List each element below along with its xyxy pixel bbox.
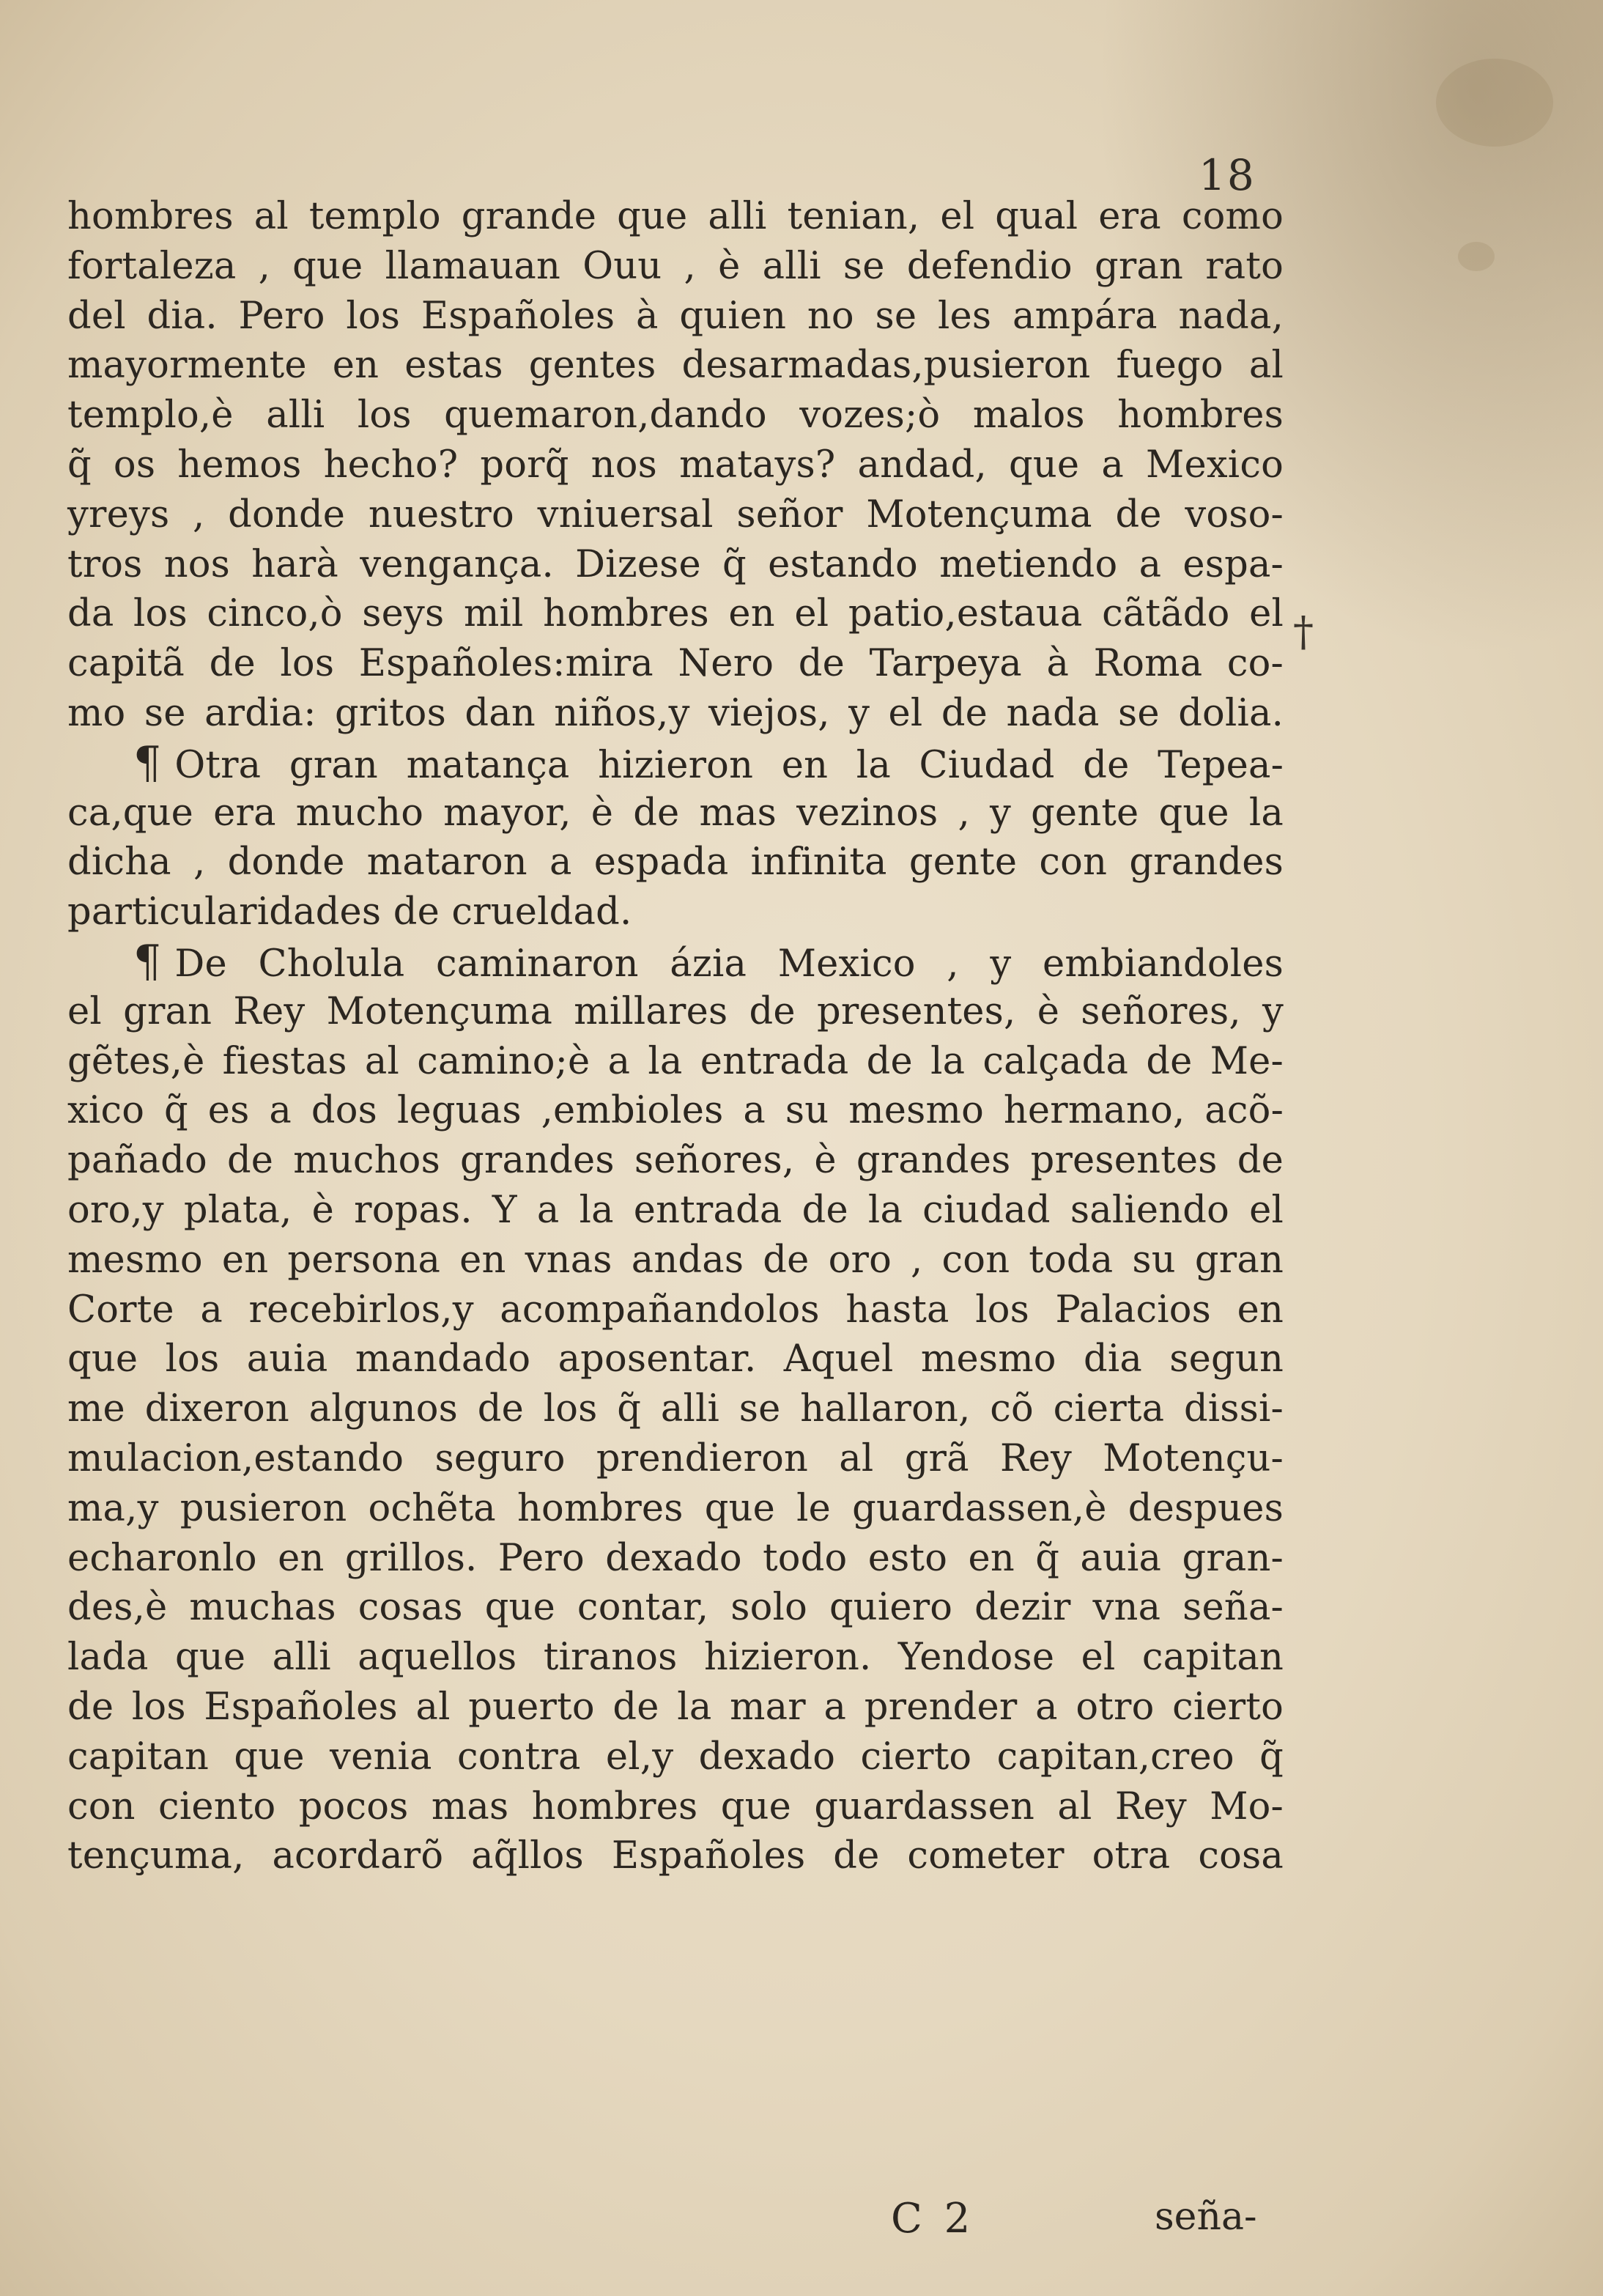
margin-dagger-note: † xyxy=(1293,608,1314,656)
text-line: De Cholula caminaron ázia Mexico , y embiandoles xyxy=(174,942,1284,986)
paper-stain xyxy=(1458,242,1495,271)
text-line: Corte a recebirlos,y acompañandolos hasta los Palacios en xyxy=(67,1288,1284,1332)
text-line: oro,y plata, è ropas. Y a la entrada de la ciudad saliendo el xyxy=(67,1188,1284,1232)
text-line: mesmo en persona en vnas andas de oro , con toda su gran xyxy=(67,1238,1284,1282)
page-number: 18 xyxy=(1199,150,1256,200)
text-line: ca,que era mucho mayor, è de mas vezinos , y gente que la xyxy=(67,791,1284,835)
text-line: fortaleza , que llamauan Ouu , è alli se defendio gran rato xyxy=(67,244,1284,288)
text-line: tros nos harà vengança. Dizese q̃ estando metiendo a espa- xyxy=(67,542,1284,586)
text-line: me dixeron algunos de los q̃ alli se hallaron, cõ cierta dissi- xyxy=(67,1387,1284,1431)
text-line: dicha , donde mataron a espada infinita gente con grandes xyxy=(67,841,1284,885)
signature-mark: C 2 xyxy=(891,2195,975,2243)
paper-stain xyxy=(1436,59,1553,147)
text-line: particularidades de crueldad. xyxy=(67,890,632,934)
paragraph-start-line xyxy=(67,739,1284,789)
text-line: da los cinco,ò seys mil hombres en el patio,estaua cãtãdo el xyxy=(67,592,1284,636)
paragraph-mark-icon: ¶ xyxy=(133,935,162,987)
catchword: seña- xyxy=(1155,2195,1257,2239)
text-line: des,è muchas cosas que contar, solo quiero dezir vna seña- xyxy=(67,1586,1284,1630)
text-line: q̃ os hemos hecho? porq̃ nos matays? andad, que a Mexico xyxy=(67,443,1284,487)
page-footer xyxy=(891,2195,1257,2253)
text-line: Otra gran matança hizieron en la Ciudad de Tepea- xyxy=(174,743,1284,787)
text-line: del dia. Pero los Españoles à quien no se les ampára nada, xyxy=(67,294,1284,338)
text-line: de los Españoles al puerto de la mar a prender a otro cierto xyxy=(67,1685,1284,1729)
text-line: yreys , donde nuestro vniuersal señor Motençuma de voso- xyxy=(67,492,1284,536)
text-line: mayormente en estas gentes desarmadas,pusieron fuego al xyxy=(67,344,1284,388)
text-line: el gran Rey Motençuma millares de presentes, è señores, y xyxy=(67,989,1284,1033)
text-line: ma,y pusieron ochẽta hombres que le guardassen,è despues xyxy=(67,1486,1284,1530)
text-line: que los auia mandado aposentar. Aquel mesmo dia segun xyxy=(67,1337,1284,1381)
text-line: hombres al templo grande que alli tenian, el qual era como xyxy=(67,195,1284,238)
text-line: echaronlo en grillos. Pero dexado todo esto en q̃ auia gran- xyxy=(67,1536,1284,1580)
text-line: capitan que venia contra el,y dexado cierto capitan,creo q̃ xyxy=(67,1735,1284,1779)
text-line: mo se ardia: gritos dan niños,y viejos, y el de nada se dolia. xyxy=(67,691,1284,735)
text-line: lada que alli aquellos tiranos hizieron. Yendose el capitan xyxy=(67,1636,1284,1680)
paragraph-mark-icon: ¶ xyxy=(133,737,162,789)
text-line: con ciento pocos mas hombres que guardassen al Rey Mo- xyxy=(67,1784,1284,1828)
text-line: xico q̃ es a dos leguas ,embioles a su mesmo hermano, acõ- xyxy=(67,1089,1284,1133)
text-line: templo,è alli los quemaron,dando vozes;ò malos hombres xyxy=(67,394,1284,438)
text-line: pañado de muchos grandes señores, è grandes presentes de xyxy=(67,1139,1284,1183)
text-line: tençuma, acordarõ aq̃llos Españoles de cometer otra cosa xyxy=(67,1834,1284,1878)
text-line: mulacion,estando seguro prendieron al grã Rey Motençu- xyxy=(67,1436,1284,1480)
text-line: gẽtes,è fiestas al camino;è a la entrada de la calçada de Me- xyxy=(67,1039,1284,1083)
paragraph-start-line xyxy=(67,937,1284,987)
body-text xyxy=(67,192,1284,1881)
text-line: capitã de los Españoles:mira Nero de Tarpeya à Roma co- xyxy=(67,642,1284,686)
